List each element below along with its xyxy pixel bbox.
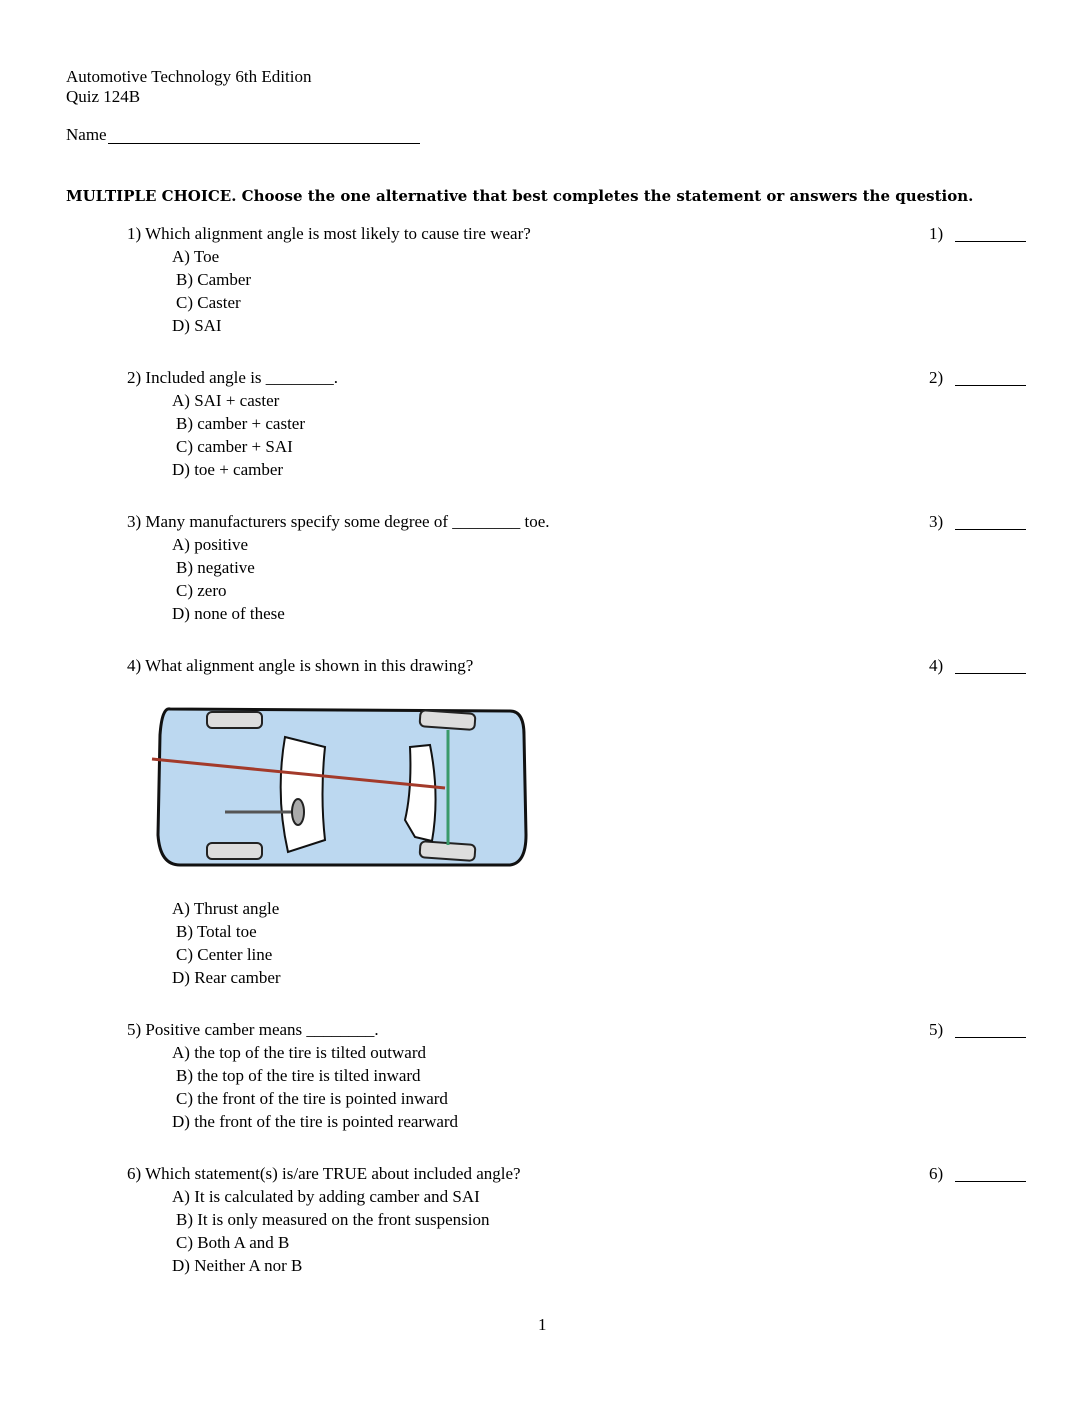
question-text: 5) Positive camber means ________.: [127, 1020, 379, 1039]
name-label: Name: [66, 125, 107, 144]
option[interactable]: C) Both A and B: [176, 1233, 290, 1252]
option[interactable]: B) Camber: [176, 270, 252, 289]
question-text: 1) Which alignment angle is most likely to cause tire wear?: [127, 224, 531, 243]
answer-number: 1): [929, 224, 944, 243]
answer-number: 3): [929, 512, 944, 531]
rear-window: [281, 737, 325, 852]
option[interactable]: C) Caster: [176, 293, 241, 312]
option[interactable]: B) Total toe: [176, 922, 257, 941]
answer-number: 6): [929, 1164, 944, 1183]
option[interactable]: C) zero: [176, 581, 227, 600]
option[interactable]: B) It is only measured on the front suspension: [176, 1210, 490, 1229]
option[interactable]: A) the top of the tire is tilted outward: [172, 1043, 426, 1062]
option[interactable]: C) camber + SAI: [176, 437, 293, 456]
quiz-title: Quiz 124B: [66, 87, 141, 106]
option[interactable]: D) toe + camber: [172, 460, 284, 479]
thrust-angle-car-drawing: [140, 695, 540, 875]
instructions: MULTIPLE CHOICE. Choose the one alternative that best completes the statement or answers the question.: [66, 187, 974, 205]
option[interactable]: A) positive: [172, 535, 249, 554]
option[interactable]: A) SAI + caster: [172, 391, 280, 410]
option[interactable]: B) negative: [176, 558, 255, 577]
answer-line[interactable]: [955, 529, 1026, 530]
option[interactable]: C) Center line: [176, 945, 273, 964]
option[interactable]: A) Toe: [172, 247, 220, 266]
answer-line[interactable]: [955, 241, 1026, 242]
option[interactable]: D) Rear camber: [172, 968, 281, 987]
option[interactable]: A) It is calculated by adding camber and SAI: [172, 1187, 480, 1206]
answer-number: 2): [929, 368, 944, 387]
car-body: [158, 709, 526, 865]
answer-line[interactable]: [955, 1037, 1026, 1038]
answer-number: 5): [929, 1020, 944, 1039]
answer-line[interactable]: [955, 385, 1026, 386]
option[interactable]: D) the front of the tire is pointed rearward: [172, 1112, 459, 1131]
option[interactable]: C) the front of the tire is pointed inward: [176, 1089, 448, 1108]
answer-number: 4): [929, 656, 944, 675]
option[interactable]: D) none of these: [172, 604, 285, 623]
answer-line[interactable]: [955, 1181, 1026, 1182]
question-text: 4) What alignment angle is shown in this drawing?: [127, 656, 474, 675]
answer-line[interactable]: [955, 673, 1026, 674]
option[interactable]: B) the top of the tire is tilted inward: [176, 1066, 421, 1085]
option[interactable]: D) SAI: [172, 316, 222, 335]
option[interactable]: B) camber + caster: [176, 414, 305, 433]
page-number: 1: [538, 1315, 547, 1334]
option[interactable]: A) Thrust angle: [172, 899, 280, 918]
windshield: [405, 745, 436, 841]
question-text: 3) Many manufacturers specify some degree of ________ toe.: [127, 512, 550, 531]
option[interactable]: D) Neither A nor B: [172, 1256, 303, 1275]
name-field[interactable]: [108, 125, 420, 144]
question-text: 6) Which statement(s) is/are TRUE about included angle?: [127, 1164, 521, 1183]
book-title: Automotive Technology 6th Edition: [66, 67, 312, 86]
question-text: 2) Included angle is ________.: [127, 368, 339, 387]
